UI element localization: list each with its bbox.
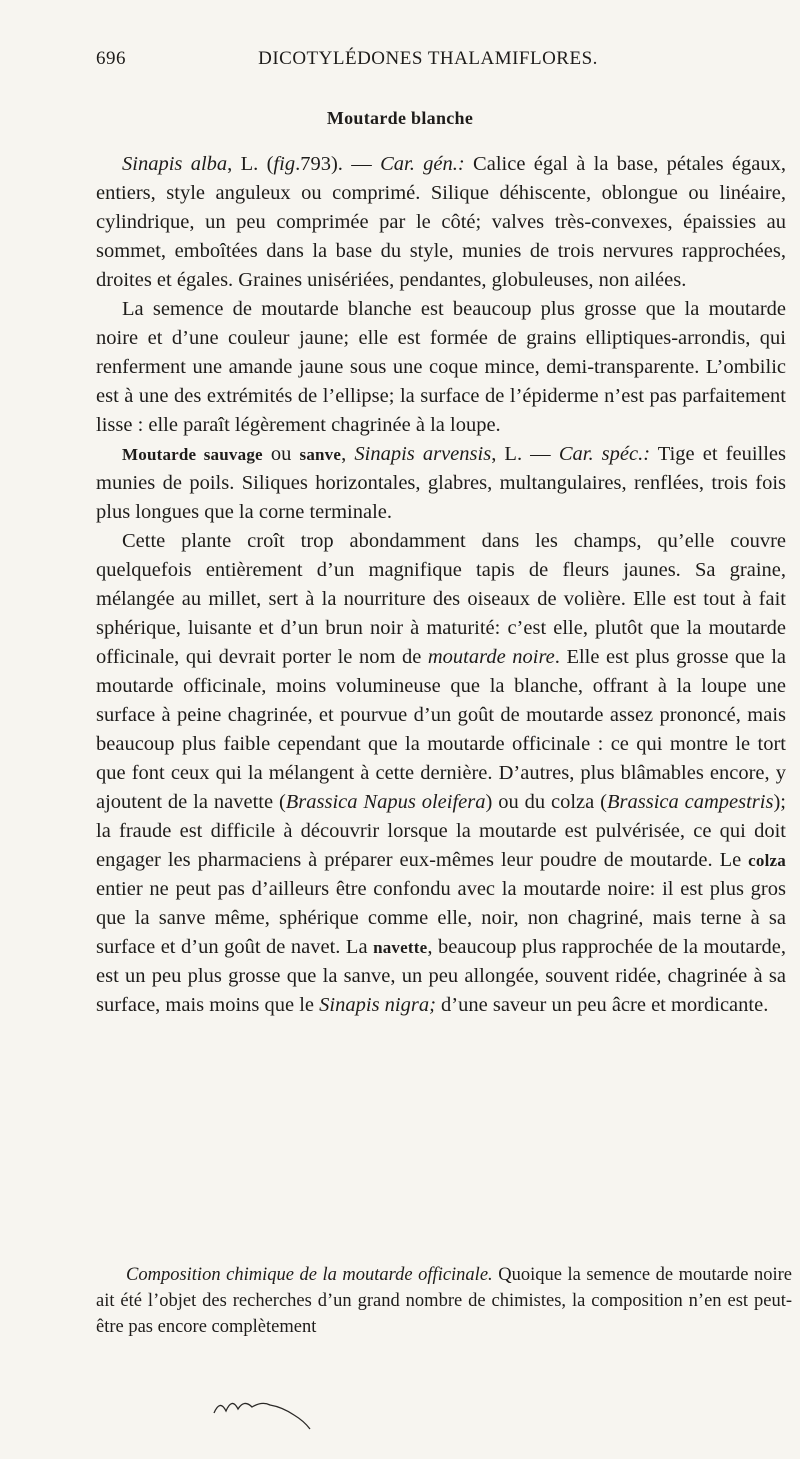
author-ref: , L. ( bbox=[227, 153, 274, 175]
text-run: . Elle est plus grosse que la moutarde officinale, moins volumineuse que la blanche, offrant à la loupe une surface à peine chagrinée, et pourvue d’un goût de moutarde assez prononcé, mais beaucoup plus faible cependant que la moutarde officinale : ce qui montre le tort que font ceux qui la mélangent à cette dernière. D’autres, plus blâmables encore, y ajoutent de la navette ( bbox=[96, 646, 786, 813]
text-run: d’une saveur un peu âcre et mordicante. bbox=[435, 994, 769, 1016]
page-number: 696 bbox=[96, 48, 126, 69]
species-name: Sinapis alba bbox=[122, 153, 228, 175]
text-run: Cette plante croît trop abondamment dans les champs, qu’elle couvre quelquefois entièrement d’un magnifique tapis de fleurs jaunes. Sa graine, mélangée au millet, sert à la nourriture des oiseaux de volière. Elle est tout à fait sphérique, luisante et d’un brun noir à maturité: c’est elle, plutôt que la moutarde officinale, qui devrait porter le nom de bbox=[96, 530, 786, 668]
italic-term: Brassica Napus oleifera bbox=[285, 791, 486, 813]
text-run: ); la fraude est difficile à découvrir lorsque la moutarde est pulvérisée, ce qui doit engager les pharmaciens à préparer eux-mêmes leur poudre de moutarde. Le bbox=[96, 791, 786, 871]
composition-note bbox=[96, 1262, 792, 1340]
connector-text: ou bbox=[262, 443, 300, 465]
species-name: Sinapis arvensis bbox=[354, 443, 492, 465]
paragraph-text: Calice égal à la base, pétales égaux, entiers, style anguleux ou comprimé. Silique déhiscente, oblongue ou linéaire, cylindrique, un peu comprimée par le côté; valves très-convexes, épaissies au sommet, emboîtées dans la base du style, munies de trois nervures rapprochées, droites et égales. Graines unisériées, pendantes, globuleuses, non ailées. bbox=[96, 153, 786, 291]
pen-squiggle-mark bbox=[210, 1385, 320, 1435]
paragraph-plante bbox=[96, 527, 786, 1020]
section-title: Moutarde blanche bbox=[326, 108, 474, 128]
paragraph-sinapis-alba bbox=[96, 150, 786, 295]
bold-term: navette bbox=[373, 938, 428, 957]
italic-term: Brassica campestris bbox=[606, 791, 774, 813]
running-head bbox=[96, 48, 740, 78]
fig-number: .793). — bbox=[295, 153, 381, 175]
italic-heading: Composition chimique de la moutarde officinale. bbox=[126, 1265, 493, 1285]
text-run: entier ne peut pas d’ailleurs être confondu avec la moutarde noire: il est plus gros que la sanve même, sphérique comme elle, noir, non chagriné, mais terne à sa surface et d’un goût de navet. La bbox=[96, 878, 786, 958]
body-text bbox=[96, 150, 786, 1020]
text-run: ) ou du colza ( bbox=[485, 791, 607, 813]
author-ref: , L. — bbox=[491, 443, 559, 465]
bold-term: sanve bbox=[299, 445, 342, 464]
bold-term: colza bbox=[748, 851, 786, 870]
paragraph-text: Tige et feuilles munies de poils. Siliques horizontales, glabres, multangulaires, renflées, trois fois plus longues que la corne terminale. bbox=[96, 443, 787, 523]
car-spec-label: Car. spéc.: bbox=[558, 443, 651, 465]
car-gen-label: Car. gén.: bbox=[380, 153, 465, 175]
paragraph-moutarde-sauvage bbox=[96, 440, 786, 527]
italic-term: moutarde noire bbox=[427, 646, 555, 668]
running-title: DICOTYLÉDONES THALAMIFLORES. bbox=[258, 48, 598, 69]
separator: , bbox=[341, 443, 355, 465]
bold-term: Moutarde sauvage bbox=[122, 445, 263, 464]
paragraph-semence-blanche: La semence de moutarde blanche est beaucoup plus grosse que la moutarde noire et d’une couleur jaune; elle est formée de grains elliptiques-arrondis, qui renferment une amande jaune sous une coque mince, demi-transparente. L’ombilic est à une des extrémités de l’ellipse; la surface de l’épiderme n’est pas parfaitement lisse : elle paraît légèrement chagrinée à la loupe. bbox=[96, 298, 786, 436]
italic-term: Sinapis nigra; bbox=[319, 994, 436, 1016]
fig-label: fig bbox=[273, 153, 296, 175]
paragraph-text: Quoique la semence de moutarde noire ait été l’objet des recherches d’un grand nombre de chimistes, la composition n’en est peut-être pas encore complètement bbox=[96, 1265, 793, 1337]
text-run: , beaucoup plus rapprochée de la moutarde, est un peu plus grosse que la sanve, un peu allongée, souvent ridée, chagrinée à sa surface, mais moins que le bbox=[96, 936, 787, 1016]
paragraph-composition bbox=[96, 1262, 792, 1340]
